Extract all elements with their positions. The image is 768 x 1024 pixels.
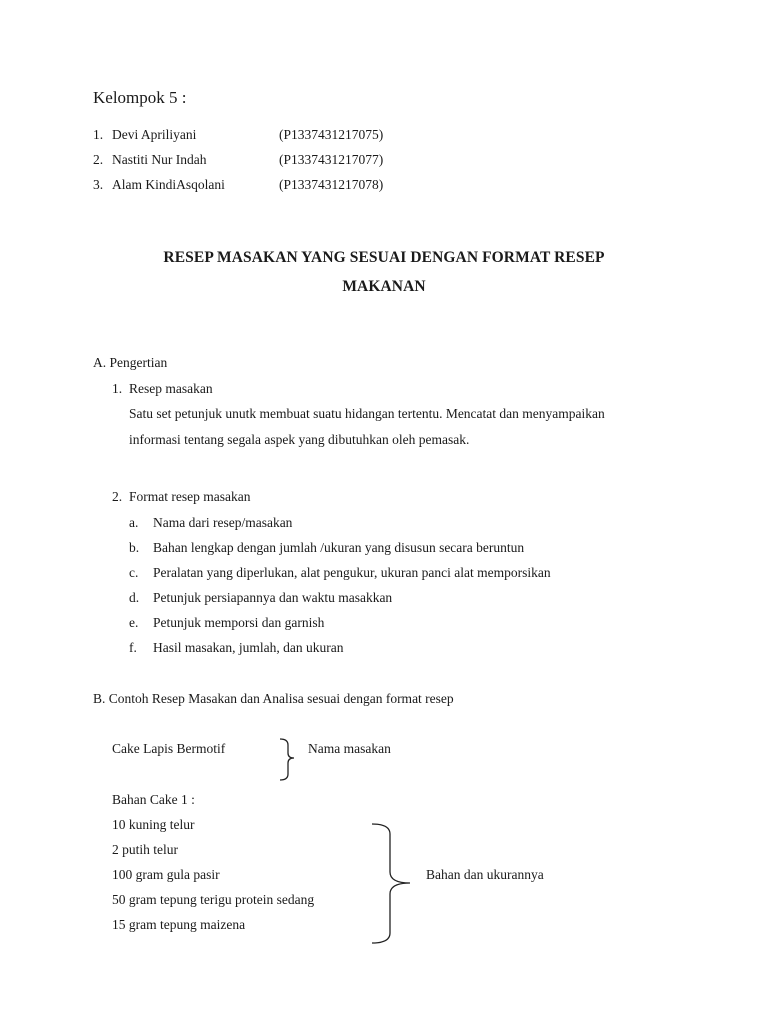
list-letter: b. bbox=[129, 540, 140, 555]
section-b-heading: B. Contoh Resep Masakan dan Analisa sesuai dengan format resep bbox=[93, 691, 454, 706]
item-label: Format resep masakan bbox=[129, 489, 251, 504]
member-nim: (P1337431217075) bbox=[279, 127, 384, 142]
list-item: Bahan lengkap dengan jumlah /ukuran yang disusun secara beruntun bbox=[153, 540, 525, 555]
member-number: 2. bbox=[93, 152, 104, 167]
item-label: Resep masakan bbox=[129, 381, 213, 396]
item-number: 2. bbox=[112, 489, 123, 504]
ingredient-item: 2 putih telur bbox=[112, 842, 178, 857]
list-letter: e. bbox=[129, 615, 139, 630]
list-letter: c. bbox=[129, 565, 139, 580]
ingredients-note: Bahan dan ukurannya bbox=[426, 867, 544, 882]
ingredients-heading: Bahan Cake 1 : bbox=[112, 792, 195, 807]
list-item: Petunjuk memporsi dan garnish bbox=[153, 615, 325, 630]
member-number: 1. bbox=[93, 127, 104, 142]
recipe-name: Cake Lapis Bermotif bbox=[112, 741, 226, 756]
list-letter: f. bbox=[129, 640, 137, 655]
item-number: 1. bbox=[112, 381, 123, 396]
member-nim: (P1337431217077) bbox=[279, 152, 384, 167]
recipe-name-brace bbox=[280, 739, 294, 780]
member-nim: (P1337431217078) bbox=[279, 177, 384, 192]
list-item: Hasil masakan, jumlah, dan ukuran bbox=[153, 640, 344, 655]
ingredient-item: 15 gram tepung maizena bbox=[112, 917, 246, 932]
member-number: 3. bbox=[93, 177, 104, 192]
group-heading: Kelompok 5 : bbox=[93, 88, 187, 107]
member-name: Devi Apriliyani bbox=[112, 127, 197, 142]
ingredient-item: 10 kuning telur bbox=[112, 817, 195, 832]
recipe-name-note: Nama masakan bbox=[308, 741, 391, 756]
list-item: Peralatan yang diperlukan, alat pengukur, ukuran panci alat memporsikan bbox=[153, 565, 551, 580]
list-item: Petunjuk persiapannya dan waktu masakkan bbox=[153, 590, 393, 605]
ingredient-item: 100 gram gula pasir bbox=[112, 867, 220, 882]
title-line-1: RESEP MASAKAN YANG SESUAI DENGAN FORMAT RESEP bbox=[163, 249, 605, 266]
ingredients-brace bbox=[372, 824, 410, 943]
definition-line: Satu set petunjuk unutk membuat suatu hidangan tertentu. Mencatat dan menyampaikan bbox=[129, 406, 605, 421]
member-name: Alam KindiAsqolani bbox=[112, 177, 225, 192]
ingredient-item: 50 gram tepung terigu protein sedang bbox=[112, 892, 315, 907]
title-line-2: MAKANAN bbox=[342, 278, 426, 295]
list-letter: a. bbox=[129, 515, 139, 530]
list-letter: d. bbox=[129, 590, 140, 605]
definition-line: informasi tentang segala aspek yang dibutuhkan oleh pemasak. bbox=[129, 432, 470, 447]
section-a-heading: A. Pengertian bbox=[93, 355, 168, 370]
member-name: Nastiti Nur Indah bbox=[112, 152, 207, 167]
list-item: Nama dari resep/masakan bbox=[153, 515, 293, 530]
